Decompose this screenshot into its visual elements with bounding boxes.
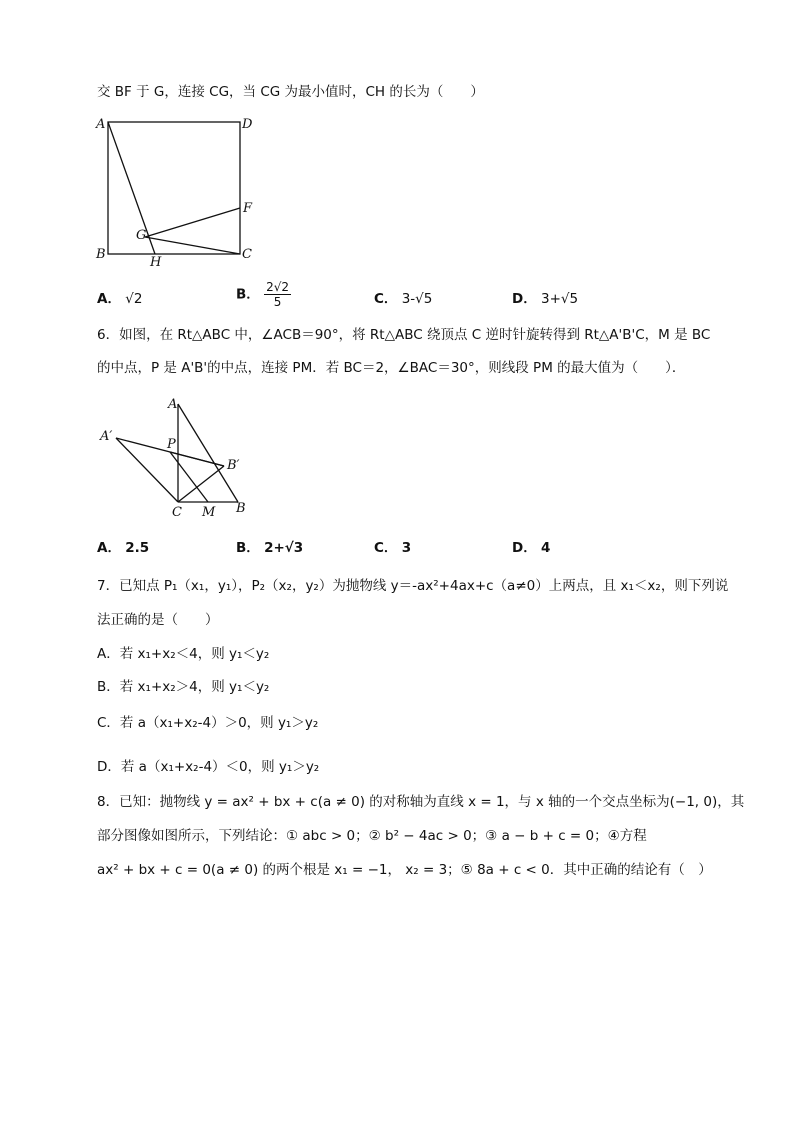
q7-option-d: D．若 a（x₁+x₂-4）＜0，则 y₁＞y₂ — [97, 759, 320, 775]
q7-stem-line1: 7．已知点 P₁（x₁，y₁），P₂（x₂，y₂）为抛物线 y＝-ax²+4ax+c（a≠0）上两点，且 x₁＜x₂，则下列说 — [97, 578, 729, 594]
q7-option-a: A．若 x₁+x₂＜4，则 y₁＜y₂ — [97, 646, 270, 662]
q6-label-p: P — [167, 437, 176, 452]
q5-label-g: G — [136, 228, 147, 243]
q6-option-d: D． 4 — [512, 540, 551, 556]
q6-option-c: C． 3 — [374, 540, 412, 556]
q6-label-m: M — [202, 505, 216, 520]
q8-stem-line2: 部分图像如图所示，下列结论：① abc > 0；② b² − 4ac > 0；③ a − b + c = 0；④方程 — [97, 828, 647, 844]
q6-stem-line2: 的中点，P 是 A'B'的中点，连接 PM．若 BC＝2，∠BAC＝30°，则线段 PM 的最大值为（ ）． — [97, 360, 686, 376]
q6-figure — [96, 392, 266, 522]
q6-label-a: A — [168, 397, 178, 412]
q7-option-c: C．若 a（x₁+x₂-4）＞0，则 y₁＞y₂ — [97, 715, 319, 731]
q6-stem-line1: 6．如图，在 Rt△ABC 中，∠ACB＝90°，将 Rt△ABC 绕顶点 C 逆时针旋转得到 Rt△A'B'C，M 是 BC — [97, 327, 711, 343]
q5-option-c: C． 3-√5 — [374, 291, 433, 307]
q8-stem-line1: 8．已知：抛物线 y = ax² + bx + c(a ≠ 0) 的对称轴为直线 x = 1，与 x 轴的一个交点坐标为(−1, 0)，其 — [97, 794, 745, 810]
q5-stem-tail: 交 BF 于 G，连接 CG，当 CG 为最小值时，CH 的长为（ ） — [97, 84, 484, 100]
q6-option-a: A． 2.5 — [97, 540, 150, 556]
q5-option-b: B． $\frac{2√2}{5}$ — [236, 280, 290, 309]
q5-label-f: F — [243, 201, 253, 216]
q6-label-c: C — [172, 505, 182, 520]
q6-label-b: B — [236, 501, 246, 516]
q8-stem-line3: ax² + bx + c = 0(a ≠ 0) 的两个根是 x₁ = −1， x₂ = 3；⑤ 8a + c < 0．其中正确的结论有（ ） — [97, 862, 712, 878]
q5-label-a: A — [96, 117, 106, 132]
q5-option-a: A． √2 — [97, 291, 143, 307]
q5-label-c: C — [242, 247, 252, 262]
q5-label-b: B — [96, 247, 106, 262]
q5-label-h: H — [150, 255, 162, 270]
q5-label-d: D — [242, 117, 253, 132]
q6-label-b-prime: B′ — [227, 458, 240, 473]
q5-figure — [92, 112, 262, 272]
q7-option-b: B．若 x₁+x₂＞4，则 y₁＜y₂ — [97, 679, 270, 695]
q7-stem-line2: 法正确的是（ ） — [97, 612, 219, 628]
q6-option-b: B． 2+√3 — [236, 540, 304, 556]
q5-option-d: D． 3+√5 — [512, 291, 579, 307]
q6-label-a-prime: A′ — [100, 429, 113, 444]
